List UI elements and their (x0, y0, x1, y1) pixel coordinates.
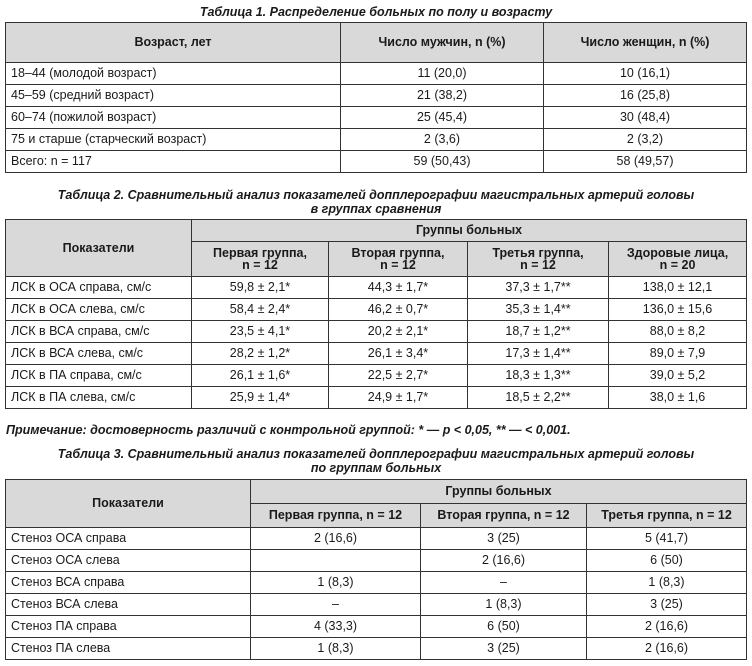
table-cell: 2 (16,6) (421, 550, 587, 572)
subheader-line2: n = 12 (242, 258, 278, 272)
table2-note: Примечание: достоверность различий с контрольной группой: * — p < 0,05, ** — < 0,001. (6, 423, 571, 437)
table-cell: 37,3 ± 1,7** (468, 277, 609, 299)
table-row (6, 277, 747, 299)
table-cell: ЛСК в ВСА справа, см/с (6, 321, 192, 343)
table-cell: Стеноз ОСА слева (6, 550, 251, 572)
table-cell: 58 (49,57) (544, 151, 747, 173)
table-row (6, 151, 747, 173)
table-cell: 18,5 ± 2,2** (468, 387, 609, 409)
table-cell: 21 (38,2) (341, 85, 544, 107)
table1-header-age: Возраст, лет (6, 23, 341, 63)
table-cell: 18–44 (молодой возраст) (6, 63, 341, 85)
table-cell: 58,4 ± 2,4* (192, 299, 329, 321)
subheader-line1: Вторая группа, (351, 246, 445, 260)
table-cell: 1 (8,3) (251, 572, 421, 594)
table-cell: 22,5 ± 2,7* (329, 365, 468, 387)
table1 (5, 22, 747, 173)
table2-header-row (6, 220, 747, 242)
table-row (6, 616, 747, 638)
table-cell: 39,0 ± 5,2 (609, 365, 747, 387)
table-cell: 24,9 ± 1,7* (329, 387, 468, 409)
table-cell: 44,3 ± 1,7* (329, 277, 468, 299)
table-row (6, 365, 747, 387)
table-cell: 18,7 ± 1,2** (468, 321, 609, 343)
table-cell: Всего: n = 117 (6, 151, 341, 173)
table2-subheader-healthy (609, 242, 747, 277)
table-cell: ЛСК в ВСА слева, см/с (6, 343, 192, 365)
table-cell: 136,0 ± 15,6 (609, 299, 747, 321)
table2 (5, 219, 747, 409)
table-cell: 45–59 (средний возраст) (6, 85, 341, 107)
table3-caption-line1: Таблица 3. Сравнительный анализ показателей допплерографии магистральных артерий головы (57, 447, 695, 461)
table-row (6, 638, 747, 660)
table3-header-groups: Группы больных (251, 480, 747, 504)
table-row (6, 321, 747, 343)
table-cell: 26,1 ± 3,4* (329, 343, 468, 365)
table-cell: Стеноз ВСА слева (6, 594, 251, 616)
table-cell: 35,3 ± 1,4** (468, 299, 609, 321)
table-cell: – (421, 572, 587, 594)
table-row (6, 550, 747, 572)
table2-caption-line2: в группах сравнения (310, 202, 442, 216)
table-cell: Стеноз ОСА справа (6, 528, 251, 550)
table-cell: 2 (16,6) (587, 616, 747, 638)
table-cell: 16 (25,8) (544, 85, 747, 107)
table-cell: 2 (3,6) (341, 129, 544, 151)
table-row (6, 343, 747, 365)
table-cell: Стеноз ПА справа (6, 616, 251, 638)
table-row (6, 572, 747, 594)
table-row (6, 387, 747, 409)
table2-subheader-group2 (329, 242, 468, 277)
table-cell: 10 (16,1) (544, 63, 747, 85)
table3-caption-line2: по группам больных (310, 461, 442, 475)
table1-header-row (6, 23, 747, 63)
table-cell: 25,9 ± 1,4* (192, 387, 329, 409)
subheader-line1: Здоровые лица, (626, 246, 729, 260)
table-cell: 26,1 ± 1,6* (192, 365, 329, 387)
table-cell: ЛСК в ПА справа, см/с (6, 365, 192, 387)
table-cell: 138,0 ± 12,1 (609, 277, 747, 299)
table-cell: 28,2 ± 1,2* (192, 343, 329, 365)
table-cell: 30 (48,4) (544, 107, 747, 129)
table-cell: 6 (50) (421, 616, 587, 638)
subheader-line2: n = 20 (659, 258, 696, 272)
table2-header-groups: Группы больных (192, 220, 747, 242)
table-row (6, 63, 747, 85)
table-cell: 18,3 ± 1,3** (468, 365, 609, 387)
table-cell: 88,0 ± 8,2 (609, 321, 747, 343)
table-cell: 38,0 ± 1,6 (609, 387, 747, 409)
table-cell: 1 (8,3) (421, 594, 587, 616)
table3 (5, 479, 747, 660)
table-cell: 46,2 ± 0,7* (329, 299, 468, 321)
table2-subheader-group3 (468, 242, 609, 277)
table-row (6, 299, 747, 321)
table-cell: 11 (20,0) (341, 63, 544, 85)
table-cell: 4 (33,3) (251, 616, 421, 638)
table-cell: ЛСК в ОСА справа, см/с (6, 277, 192, 299)
table-cell: Стеноз ПА слева (6, 638, 251, 660)
table2-caption-line1: Таблица 2. Сравнительный анализ показателей допплерографии магистральных артерий головы (57, 188, 695, 202)
table-cell: 5 (41,7) (587, 528, 747, 550)
table-cell: ЛСК в ОСА слева, см/с (6, 299, 192, 321)
table-cell: Стеноз ВСА справа (6, 572, 251, 594)
table-cell: 25 (45,4) (341, 107, 544, 129)
table-row (6, 85, 747, 107)
table3-subheader-group3: Третья группа, n = 12 (587, 504, 747, 528)
table-cell: 20,2 ± 2,1* (329, 321, 468, 343)
table-cell (251, 550, 421, 572)
subheader-line1: Первая группа, (213, 246, 307, 260)
table3-subheader-group2: Вторая группа, n = 12 (421, 504, 587, 528)
table2-subheader-group1 (192, 242, 329, 277)
table-cell: 1 (8,3) (587, 572, 747, 594)
table-cell: ЛСК в ПА слева, см/с (6, 387, 192, 409)
table3-header-indicator: Показатели (6, 480, 251, 528)
table-cell: 60–74 (пожилой возраст) (6, 107, 341, 129)
table-cell: 89,0 ± 7,9 (609, 343, 747, 365)
table2-header-indicator: Показатели (6, 220, 192, 277)
subheader-line1: Третья группа, (492, 246, 584, 260)
table3-header-row (6, 480, 747, 504)
table-row (6, 107, 747, 129)
table3-subheader-group1: Первая группа, n = 12 (251, 504, 421, 528)
table-cell: 75 и старше (старческий возраст) (6, 129, 341, 151)
table-cell: 17,3 ± 1,4** (468, 343, 609, 365)
table-row (6, 594, 747, 616)
table-cell: 59 (50,43) (341, 151, 544, 173)
table1-header-women: Число женщин, n (%) (544, 23, 747, 63)
table-cell: 59,8 ± 2,1* (192, 277, 329, 299)
subheader-line2: n = 12 (380, 258, 416, 272)
table-cell: 23,5 ± 4,1* (192, 321, 329, 343)
table-cell: 1 (8,3) (251, 638, 421, 660)
table-cell: 3 (25) (421, 528, 587, 550)
table-cell: – (251, 594, 421, 616)
table-cell: 2 (16,6) (251, 528, 421, 550)
table-cell: 2 (16,6) (587, 638, 747, 660)
table-cell: 3 (25) (587, 594, 747, 616)
table1-caption: Таблица 1. Распределение больных по полу и возрасту (199, 5, 553, 19)
table-cell: 6 (50) (587, 550, 747, 572)
subheader-line2: n = 12 (520, 258, 556, 272)
table1-header-men: Число мужчин, n (%) (341, 23, 544, 63)
table-cell: 2 (3,2) (544, 129, 747, 151)
table-cell: 3 (25) (421, 638, 587, 660)
table-row (6, 129, 747, 151)
table-row (6, 528, 747, 550)
